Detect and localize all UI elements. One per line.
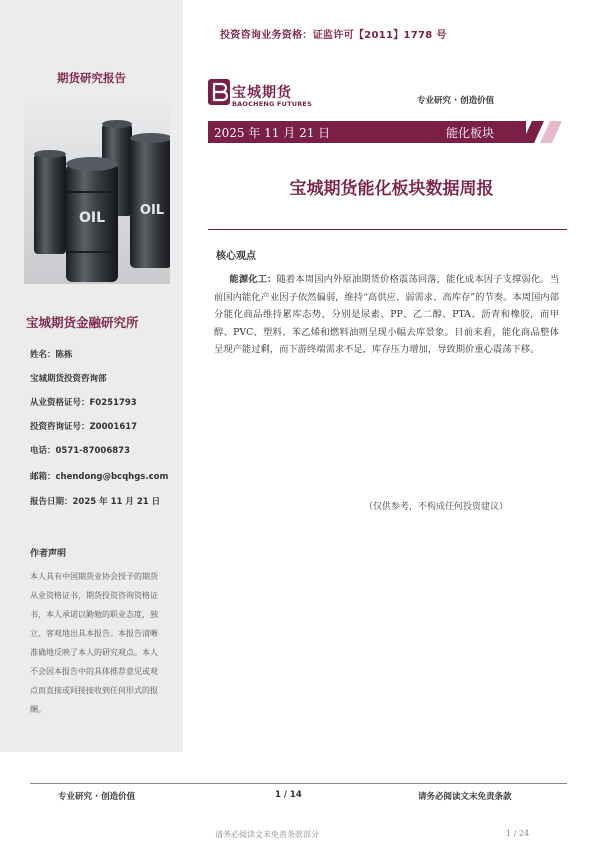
faded-page-number: 1 / 24 (506, 829, 530, 838)
banner-sector: 能化板块 (446, 126, 495, 140)
paragraph-body: 随着本周国内外原油期货价格震荡回落，能化成本因子支撑弱化。当前国内能化产业因子依然偏弱，维持“高供应、弱需求、高库存”的节奏。本周国内部分能化商品维持累库态势，分别是尿素、PP、乙二醇、PTA、沥青和橡胶，而甲醇、PVC、塑料、苯乙烯和燃料油则呈现小幅去库景象。目前来看，能化商品整体呈现产能过剩，而下游终端需求不足，库存压力增加，导致期价重心震荡下移。 (214, 274, 559, 355)
core-view-paragraph (214, 271, 559, 359)
core-view-heading: 核心观点 (216, 251, 256, 262)
banner-stripe-icon (540, 121, 562, 143)
header-slogan: 专业研究 · 创造价值 (417, 96, 495, 106)
phone: 电话：0571-87006873 (30, 446, 130, 456)
barrel-label: OIL (78, 210, 106, 226)
company-logo-icon (208, 79, 230, 109)
declaration-title: 作者声明 (30, 549, 67, 559)
paragraph-lead: 能源化工： (229, 274, 277, 285)
page-number: 1 / 14 (275, 790, 302, 800)
qualification-number: 从业资格证号：F0251793 (30, 398, 137, 408)
report-type-label: 期货研究报告 (57, 71, 126, 85)
email-link[interactable]: 邮箱：chendong@bcqhgs.com (30, 472, 169, 482)
logo-english-text: BAOCHENG FUTURES (232, 100, 312, 108)
institute-name: 宝城期货金融研究所 (26, 315, 139, 330)
faded-footer-text: 请务必阅读文末免责条款部分 (215, 830, 319, 839)
footer-slogan: 专业研究 · 创造价值 (58, 792, 136, 802)
report-date: 报告日期：2025 年 11 月 21 日 (30, 497, 161, 507)
consulting-number: 投资咨询证号：Z0001617 (30, 422, 138, 432)
footer-divider (30, 783, 567, 784)
license-text: 投资咨询业务资格：证监许可【2011】1778 号 (220, 30, 447, 41)
report-title: 宝城期货能化板块数据周报 (289, 179, 494, 199)
author-name: 姓名：陈栋 (30, 350, 73, 360)
footer-disclaimer-link[interactable]: 请务必阅读文末免责条款 (418, 792, 512, 802)
oil-barrels-image (24, 102, 170, 284)
logo-text: 宝城期货 (232, 85, 292, 101)
department: 宝城期货投资咨询部 (30, 374, 107, 384)
banner-date: 2025 年 11 月 21 日 (214, 126, 331, 140)
declaration-text: 本人具有中国期货业协会授予的期货从业资格证书，期货投资咨询资格证书，本人承诺以勤勉的职业态度，独立、客观地出具本报告。本报告清晰准确地反映了本人的研究观点。本人不会因本报告中的具体推荐意见或观点而直接或间接接收到任何形式的报酬。 (30, 572, 158, 714)
barrel-label: OIL (139, 203, 165, 218)
disclaimer-text: （仅供参考，不构成任何投资建议） (364, 502, 509, 512)
title-divider (208, 229, 567, 230)
